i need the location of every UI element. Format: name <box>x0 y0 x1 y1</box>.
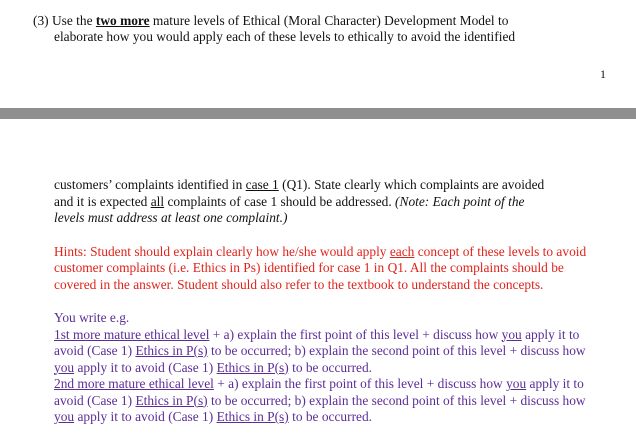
page-break-gutter <box>0 108 636 119</box>
example-line-3: you apply it to avoid (Case 1) Ethics in P(s) to be occurred. <box>54 359 373 375</box>
continuation-line-3: levels must address at least one complaint.) <box>54 210 288 225</box>
continuation-line-2: and it is expected all complaints of case 1 should be addressed. (Note: Each point of the <box>54 193 525 209</box>
hints-paragraph <box>54 244 586 294</box>
hints-line-3: covered in the answer. Student should also refer to the textbook to understand the concepts. <box>54 276 544 292</box>
question-line-1: (3) Use the two more mature levels of Ethical (Moral Character) Development Model to <box>33 13 509 28</box>
note-text: (Note: Each point of the <box>395 193 525 209</box>
each-emphasis: each <box>389 243 415 259</box>
example-line-4: 2nd more mature ethical level + a) explain the first point of this level + discuss how you apply it to <box>54 376 584 391</box>
example-intro: You write e.g. <box>54 310 130 325</box>
example-paragraph <box>54 310 586 426</box>
question-continuation <box>54 177 586 426</box>
question-number: (3) <box>33 13 49 28</box>
hints-line-2: customer complaints (i.e. Ethics in Ps) identified for case 1 in Q1. All the complaints should be <box>54 260 564 275</box>
second-level-label: 2nd more mature ethical level <box>54 376 214 391</box>
question-line-2: elaborate how you would apply each of these levels to ethically to avoid the identified <box>54 29 516 44</box>
example-line-1: 1st more mature ethical level + a) explain the first point of this level + discuss how you apply it to <box>54 326 580 342</box>
continuation-line-1: customers’ complaints identified in case 1 (Q1). State clearly which complaints are avoided <box>54 177 545 192</box>
hints-line-1: Hints: Student should explain clearly how he/she would apply each concept of these levels to avoid <box>54 243 587 259</box>
page-2-top <box>0 119 636 438</box>
page-1-bottom <box>0 0 636 108</box>
example-line-2: avoid (Case 1) Ethics in P(s) to be occurred; b) explain the second point of this level + discuss how <box>54 343 586 358</box>
first-level-label: 1st more mature ethical level <box>54 326 210 342</box>
case-1-ref: case 1 <box>245 177 279 192</box>
example-line-5: avoid (Case 1) Ethics in P(s) to be occurred; b) explain the second point of this level + discuss how <box>54 392 586 408</box>
page-number: 1 <box>600 67 606 81</box>
example-line-6: you apply it to avoid (Case 1) Ethics in P(s) to be occurred. <box>54 409 373 424</box>
emphasis-two-more: two more <box>95 13 150 28</box>
all-emphasis: all <box>150 193 165 209</box>
